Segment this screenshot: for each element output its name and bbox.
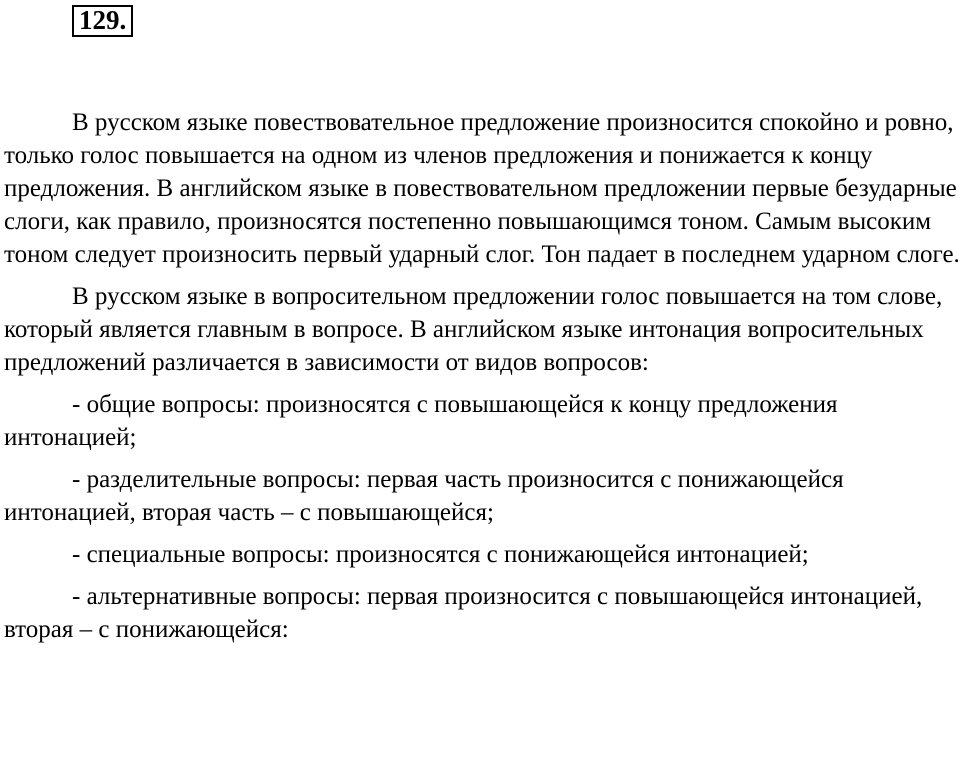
list-item-alternative-questions: - альтернативные вопросы: первая произносится с повышающейся интонацией, вторая – с понижающейся: — [4, 583, 923, 643]
paragraph-statements-intonation: В русском языке повествовательное предложение произносится спокойно и ровно, только голос повышается на одном из членов предложения и понижается к концу предложения. В английском языке в повествовательном предложении первые безударные слоги, как правило, произносятся постепенно повышающимся тоном. Самым высоким тоном следует произносить первый ударный слог. Тон падает в последнем ударном слоге. — [4, 109, 960, 268]
list-item-special-questions: - специальные вопросы: произносятся с понижающейся интонацией; — [72, 541, 809, 568]
list-item-general-questions: - общие вопросы: произносятся с повышающейся к концу предложения интонацией; — [4, 391, 838, 451]
paragraph-questions-intonation: В русском языке в вопросительном предложении голос повышается на том слове, который является главным в вопросе. В английском языке интонация вопросительных предложений различается в зависимости от видов вопросов: — [4, 283, 943, 376]
task-number-box: 129. — [72, 5, 133, 37]
list-item-tag-questions: - разделительные вопросы: первая часть произносится с понижающейся интонацией, вторая часть – с повышающейся; — [4, 466, 844, 526]
body-text — [4, 106, 960, 646]
